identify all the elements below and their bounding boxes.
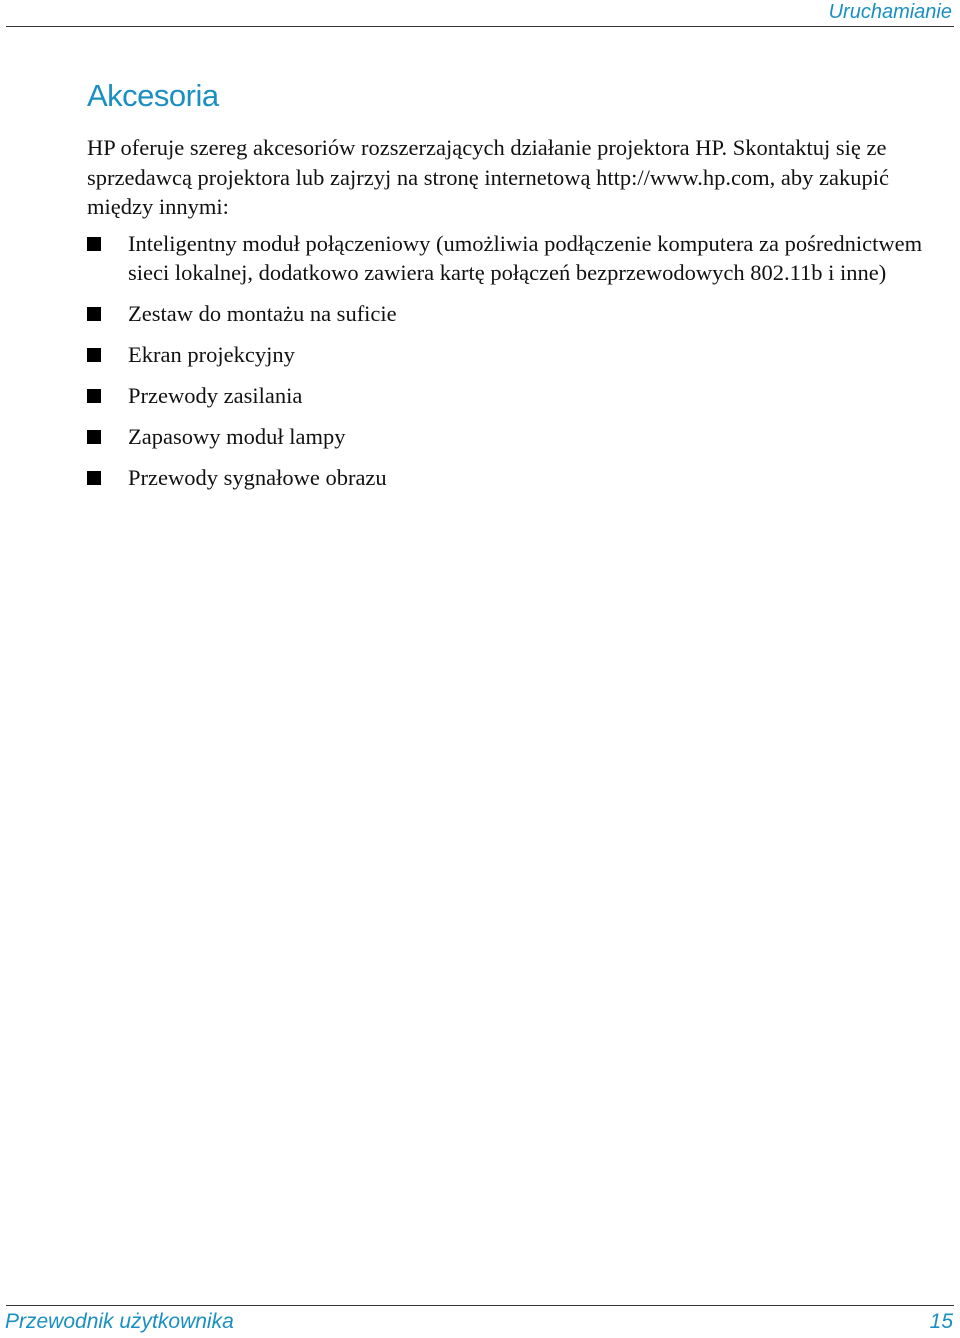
square-bullet-icon (87, 389, 101, 403)
intro-paragraph: HP oferuje szereg akcesoriów rozszerzających działanie projektora HP. Skontaktuj się ze sprzedawcą projektora lub zajrzyj na stronę internetową http://www.hp.com, aby zakupić między innymi: (87, 135, 890, 219)
list-item-text: Przewody zasilania (128, 382, 303, 408)
running-header: Uruchamianie (828, 1, 952, 23)
footer-rule (6, 1305, 954, 1306)
list-item-text: Przewody sygnałowe obrazu (128, 464, 387, 490)
list-item-text: Inteligentny moduł połączeniowy (umożliwia podłączenie komputera za pośrednictwem sieci lokalnej, dodatkowo zawiera kartę połączeń bezprzewodowych 802.11b i inne) (128, 231, 923, 285)
square-bullet-icon (87, 430, 101, 444)
list-item (87, 300, 947, 329)
page-number: 15 (929, 1310, 953, 1333)
square-bullet-icon (87, 307, 101, 321)
list-item-text: Ekran projekcyjny (128, 341, 295, 367)
list-item-text: Zapasowy moduł lampy (128, 423, 346, 449)
list-item (87, 382, 947, 411)
list-item (87, 464, 947, 493)
list-item (87, 341, 947, 370)
section-heading: Akcesoria (87, 78, 219, 113)
square-bullet-icon (87, 237, 101, 251)
square-bullet-icon (87, 348, 101, 362)
list-item-text: Zestaw do montażu na suficie (128, 300, 397, 326)
header-rule (6, 26, 954, 27)
list-item (87, 230, 947, 287)
square-bullet-icon (87, 471, 101, 485)
accessories-list (87, 230, 947, 505)
list-item (87, 423, 947, 452)
footer-document-title: Przewodnik użytkownika (5, 1310, 234, 1333)
